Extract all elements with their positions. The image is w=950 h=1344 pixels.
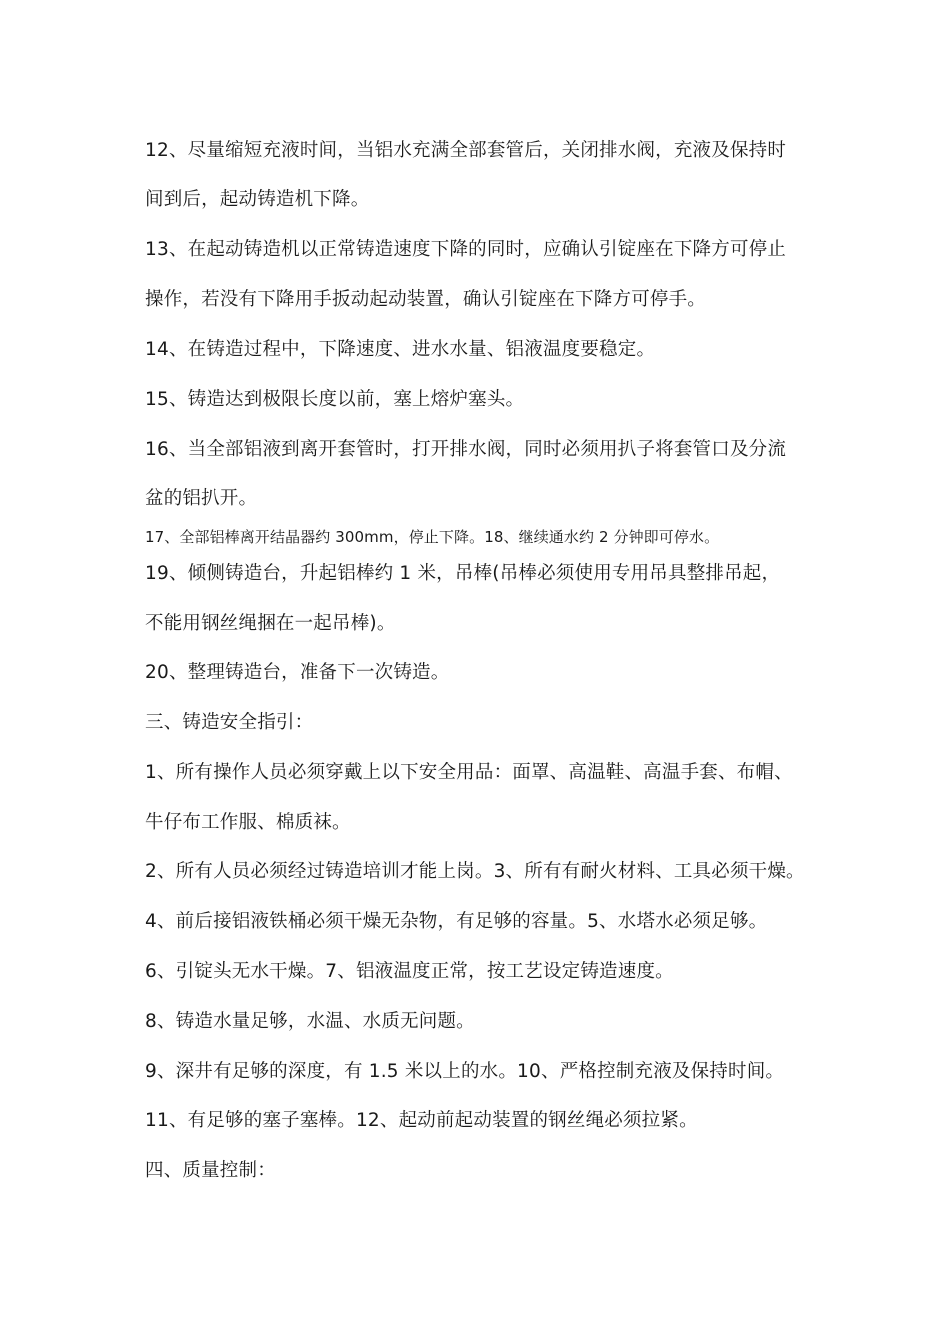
text-line-step-16-cont: 盆的铝扒开。 — [145, 488, 258, 509]
text-line-step-13-cont: 操作，若没有下降用手扳动起动装置，确认引锭座在下降方可停手。 — [145, 289, 707, 310]
text-line-safety-1-cont: 牛仔布工作服、棉质袜。 — [145, 812, 351, 833]
text-line-step-19: 19、倾侧铸造台，升起铝棒约 1 米，吊棒(吊棒必须使用专用吊具整排吊起， — [145, 563, 781, 584]
text-line-step-13: 13、在起动铸造机以正常铸造速度下降的同时，应确认引锭座在下降方可停止 — [145, 239, 787, 260]
text-line-safety-4-5: 4、前后接铝液铁桶必须干燥无杂物，有足够的容量。5、水塔水必须足够。 — [145, 911, 768, 932]
text-line-step-15: 15、铸造达到极限长度以前，塞上熔炉塞头。 — [145, 389, 525, 410]
text-line-safety-1: 1、所有操作人员必须穿戴上以下安全用品：面罩、高温鞋、高温手套、布帽、 — [145, 762, 793, 783]
section-heading-quality: 四、质量控制： — [145, 1160, 276, 1181]
text-line-safety-6-7: 6、引锭头无水干燥。7、铝液温度正常，按工艺设定铸造速度。 — [145, 961, 674, 982]
text-line-step-20: 20、整理铸造台，准备下一次铸造。 — [145, 662, 450, 683]
text-line-safety-11-12: 11、有足够的塞子塞棒。12、起动前起动装置的钢丝绳必须拉紧。 — [145, 1110, 698, 1131]
text-line-step-12: 12、尽量缩短充液时间，当铝水充满全部套管后，关闭排水阀，充液及保持时 — [145, 140, 787, 161]
text-line-step-17-18: 17、全部铝棒离开结晶器约 300mm，停止下降。18、继续通水约 2 分钟即可停水。 — [145, 528, 720, 546]
text-line-safety-8: 8、铸造水量足够，水温、水质无问题。 — [145, 1011, 475, 1032]
text-line-step-12-cont: 间到后，起动铸造机下降。 — [145, 189, 370, 210]
text-line-safety-9-10: 9、深井有足够的深度，有 1.5 米以上的水。10、严格控制充液及保持时间。 — [145, 1061, 785, 1082]
text-line-safety-2-3: 2、所有人员必须经过铸造培训才能上岗。3、所有有耐火材料、工具必须干燥。 — [145, 861, 805, 882]
text-line-step-19-cont: 不能用钢丝绳捆在一起吊棒)。 — [145, 613, 396, 634]
text-line-step-14: 14、在铸造过程中，下降速度、进水水量、铝液温度要稳定。 — [145, 339, 656, 360]
text-line-step-16: 16、当全部铝液到离开套管时，打开排水阀，同时必须用扒子将套管口及分流 — [145, 439, 787, 460]
section-heading-safety: 三、铸造安全指引： — [145, 712, 314, 733]
